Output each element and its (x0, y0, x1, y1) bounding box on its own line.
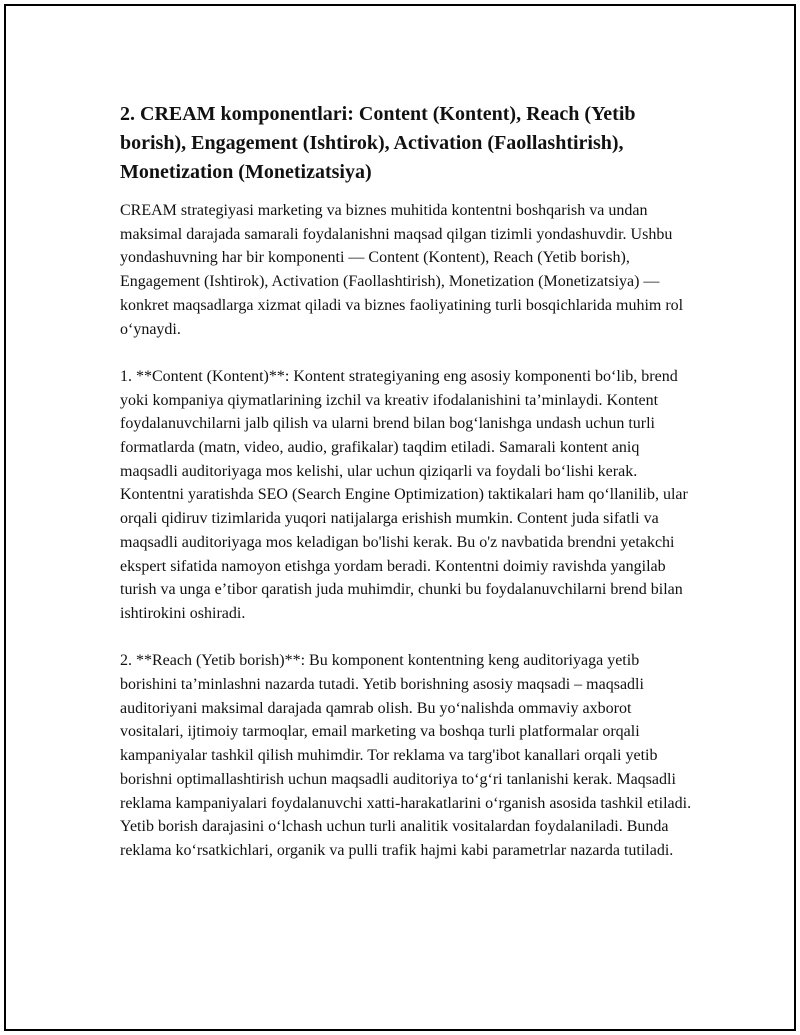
section-heading: 2. CREAM komponentlari: Content (Kontent), Reach (Yetib borish), Engagement (Ishtirok), Activation (Faollashtirish), Monetization (Monetizatsiya) (120, 103, 636, 183)
reach-paragraph: 2. **Reach (Yetib borish)**: Bu komponent kontentning keng auditoriyaga yetib borishini taʼminlashni nazarda tutadi. Yetib borishning asosiy maqsadi – maqsadli auditoriyani maksimal darajada qamrab olish. Bu yoʻnalishda ommaviy axborot vositalari, ijtimoiy tarmoqlar, email marketing va boshqa turli platformalar orqali kampaniyalar tashkil qilish muhimdir. Tor reklama va targ'ibot kanallari orqali yetib borishni optimallashtirish uchun maqsadli auditoriya toʻgʻri tanlanishi kerak. Maqsadli reklama kampaniyalari foydalanuvchi xatti-harakatlarini oʻrganish asosida tashkil etiladi. Yetib borish darajasini oʻlchash uchun turli analitik vositalardan foydalaniladi. Bunda reklama koʻrsatkichlari, organik va pulli trafik hajmi kabi parametrlar nazarda tutiladi. (120, 652, 692, 859)
page-frame (4, 4, 796, 1031)
intro-paragraph: CREAM strategiyasi marketing va biznes muhitida kontentni boshqarish va undan maksimal darajada samarali foydalanishni maqsad qilgan tizimli yondashuvdir. Ushbu yondashuvning har bir komponenti — Content (Kontent), Reach (Yetib borish), Engagement (Ishtirok), Activation (Faollashtirish), Monetization (Monetizatsiya) — konkret maqsadlarga xizmat qiladi va biznes faoliyatining turli bosqichlarida muhim rol oʻynaydi. (120, 202, 684, 338)
document-body (120, 100, 692, 886)
content-paragraph: 1. **Content (Kontent)**: Kontent strategiyaning eng asosiy komponenti boʻlib, brend yoki kompaniya qiymatlarining izchil va kreativ ifodalanishini taʼminlaydi. Kontent foydalanuvchilarni jalb qilish va ularni brend bilan bogʻlanishga undash uchun turli formatlarda (matn, video, audio, grafikalar) taqdim etiladi. Samarali kontent aniq maqsadli auditoriyaga mos kelishi, ular uchun qiziqarli va foydali boʻlishi kerak. Kontentni yaratishda SEO (Search Engine Optimization) taktikalari ham qoʻllanilib, ular orqali qidiruv tizimlarida yuqori natijalarga erishish mumkin. Content juda sifatli va maqsadli auditoriyaga mos keladigan bo'lishi kerak. Bu o'z navbatida brendni yetakchi ekspert sifatida namoyon etishga yordam beradi. Kontentni doimiy ravishda yangilab turish va unga eʼtibor qaratish juda muhimdir, chunki bu foydalanuvchilarni brend bilan ishtirokini oshiradi. (120, 367, 688, 622)
